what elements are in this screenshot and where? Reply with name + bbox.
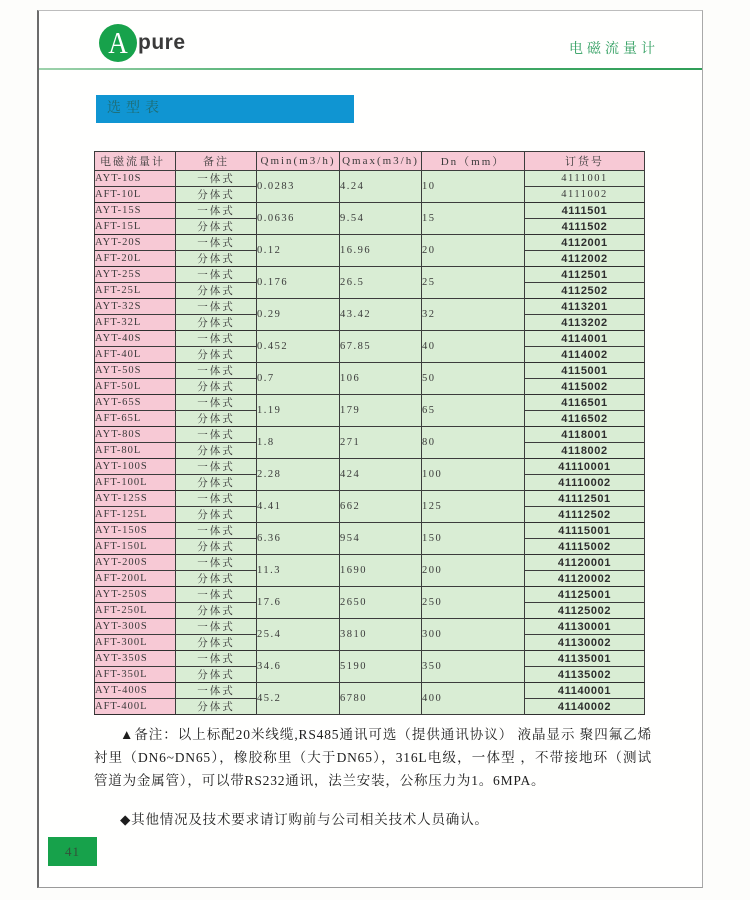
dn-cell: 125: [422, 491, 525, 523]
dn-cell: 20: [422, 235, 525, 267]
column-header: Qmax(m3/h): [340, 152, 422, 171]
note-cell: 一体式: [176, 683, 257, 699]
page-number-badge: 41: [48, 837, 97, 866]
dn-cell: 200: [422, 555, 525, 587]
qmax-cell: 16.96: [340, 235, 422, 267]
qmax-cell: 1690: [340, 555, 422, 587]
note-cell: 分体式: [176, 443, 257, 459]
model-cell: AYT-200S: [95, 555, 176, 571]
note-cell: 一体式: [176, 427, 257, 443]
order-number-cell: 4111001: [525, 171, 645, 187]
dn-cell: 40: [422, 331, 525, 363]
model-cell: AYT-40S: [95, 331, 176, 347]
table-row: [95, 235, 645, 251]
model-cell: AYT-400S: [95, 683, 176, 699]
note-cell: 分体式: [176, 475, 257, 491]
qmin-cell: 0.12: [257, 235, 340, 267]
apure-logo-icon: [99, 24, 137, 62]
table-row: [95, 331, 645, 347]
table-row: [95, 651, 645, 667]
qmin-cell: 4.41: [257, 491, 340, 523]
order-number-cell: 4111502: [525, 219, 645, 235]
note-cell: 一体式: [176, 523, 257, 539]
model-cell: AFT-150L: [95, 539, 176, 555]
note-cell: 一体式: [176, 395, 257, 411]
model-cell: AFT-20L: [95, 251, 176, 267]
dn-cell: 50: [422, 363, 525, 395]
table-row: [95, 395, 645, 411]
order-number-cell: 4118001: [525, 427, 645, 443]
table-row: [95, 203, 645, 219]
dn-cell: 400: [422, 683, 525, 715]
order-number-cell: 41120002: [525, 571, 645, 587]
note-cell: 一体式: [176, 651, 257, 667]
model-cell: AYT-10S: [95, 171, 176, 187]
table-row: [95, 587, 645, 603]
note-cell: 一体式: [176, 491, 257, 507]
section-title-banner: [96, 95, 354, 123]
qmax-cell: 3810: [340, 619, 422, 651]
order-number-cell: 41110001: [525, 459, 645, 475]
header-row: [95, 152, 645, 171]
note-cell: 一体式: [176, 267, 257, 283]
note-cell: 分体式: [176, 699, 257, 715]
table-row: [95, 171, 645, 187]
note-cell: 分体式: [176, 507, 257, 523]
order-number-cell: 4116501: [525, 395, 645, 411]
model-cell: AYT-80S: [95, 427, 176, 443]
order-number-cell: 4115002: [525, 379, 645, 395]
qmin-cell: 17.6: [257, 587, 340, 619]
qmin-cell: 1.19: [257, 395, 340, 427]
table-row: [95, 491, 645, 507]
note-cell: 分体式: [176, 571, 257, 587]
qmin-cell: 0.452: [257, 331, 340, 363]
model-cell: AYT-20S: [95, 235, 176, 251]
model-cell: AFT-250L: [95, 603, 176, 619]
order-number-cell: 41125001: [525, 587, 645, 603]
order-number-cell: 41130001: [525, 619, 645, 635]
order-number-cell: 41120001: [525, 555, 645, 571]
order-number-cell: 41130002: [525, 635, 645, 651]
note-cell: 分体式: [176, 539, 257, 555]
dn-cell: 25: [422, 267, 525, 299]
order-number-cell: 41112501: [525, 491, 645, 507]
model-cell: AFT-40L: [95, 347, 176, 363]
order-number-cell: 41115001: [525, 523, 645, 539]
column-header: 备注: [176, 152, 257, 171]
qmin-cell: 0.0636: [257, 203, 340, 235]
note-cell: 一体式: [176, 459, 257, 475]
dn-cell: 10: [422, 171, 525, 203]
note-cell: 分体式: [176, 187, 257, 203]
model-cell: AFT-65L: [95, 411, 176, 427]
qmax-cell: 5190: [340, 651, 422, 683]
table-row: [95, 299, 645, 315]
model-cell: AYT-50S: [95, 363, 176, 379]
qmax-cell: 43.42: [340, 299, 422, 331]
note-cell: 分体式: [176, 379, 257, 395]
order-number-cell: 4114001: [525, 331, 645, 347]
order-number-cell: 4111002: [525, 187, 645, 203]
dn-cell: 15: [422, 203, 525, 235]
qmax-cell: 26.5: [340, 267, 422, 299]
table-row: [95, 363, 645, 379]
qmin-cell: 45.2: [257, 683, 340, 715]
qmin-cell: 25.4: [257, 619, 340, 651]
qmin-cell: 0.7: [257, 363, 340, 395]
model-cell: AYT-15S: [95, 203, 176, 219]
model-cell: AFT-25L: [95, 283, 176, 299]
model-cell: AFT-80L: [95, 443, 176, 459]
logo-letter: A: [108, 25, 128, 60]
column-header: 订货号: [525, 152, 645, 171]
model-cell: AFT-125L: [95, 507, 176, 523]
dn-cell: 65: [422, 395, 525, 427]
order-number-cell: 41115002: [525, 539, 645, 555]
note-remark: ▲备注：以上标配20米线缆,RS485通讯可选（提供通讯协议） 液晶显示 聚四氟乙烯衬里（DN6~DN65），橡胶称里（大于DN65），316L电级，一体型 ，不带接地环（测试管道为金属管），可以带RS232通讯，法兰安装，公称压力为1。6MPA。: [94, 727, 652, 789]
note-cell: 分体式: [176, 315, 257, 331]
model-cell: AFT-350L: [95, 667, 176, 683]
table-row: [95, 523, 645, 539]
note-cell: 一体式: [176, 235, 257, 251]
order-number-cell: 4118002: [525, 443, 645, 459]
document-page: [37, 10, 703, 888]
qmin-cell: 2.28: [257, 459, 340, 491]
note-cell: 分体式: [176, 667, 257, 683]
order-number-cell: 4112501: [525, 267, 645, 283]
note-cell: 分体式: [176, 411, 257, 427]
order-number-cell: 41135002: [525, 667, 645, 683]
dn-cell: 300: [422, 619, 525, 651]
table-row: [95, 683, 645, 699]
model-cell: AYT-150S: [95, 523, 176, 539]
note-cell: 分体式: [176, 251, 257, 267]
table-row: [95, 619, 645, 635]
note-cell: 一体式: [176, 299, 257, 315]
order-number-cell: 4112502: [525, 283, 645, 299]
footnotes: [94, 723, 652, 831]
dn-cell: 250: [422, 587, 525, 619]
brand-logo: [99, 23, 186, 63]
column-header: 电磁流量计: [95, 152, 176, 171]
qmax-cell: 106: [340, 363, 422, 395]
note-cell: 一体式: [176, 555, 257, 571]
order-number-cell: 41125002: [525, 603, 645, 619]
model-cell: AFT-32L: [95, 315, 176, 331]
qmin-cell: 0.176: [257, 267, 340, 299]
order-number-cell: 41110002: [525, 475, 645, 491]
brand-name: pure: [138, 31, 186, 54]
model-cell: AFT-50L: [95, 379, 176, 395]
note-cell: 分体式: [176, 635, 257, 651]
note-cell: 一体式: [176, 171, 257, 187]
column-header: Qmin(m3/h): [257, 152, 340, 171]
order-number-cell: 4111501: [525, 203, 645, 219]
order-number-cell: 4113201: [525, 299, 645, 315]
order-number-cell: 4116502: [525, 411, 645, 427]
model-cell: AYT-25S: [95, 267, 176, 283]
header-product-title: 电磁流量计: [569, 42, 659, 57]
dn-cell: 150: [422, 523, 525, 555]
note-cell: 一体式: [176, 619, 257, 635]
order-number-cell: 4115001: [525, 363, 645, 379]
dn-cell: 100: [422, 459, 525, 491]
qmax-cell: 424: [340, 459, 422, 491]
order-number-cell: 4112002: [525, 251, 645, 267]
qmin-cell: 0.29: [257, 299, 340, 331]
qmax-cell: 6780: [340, 683, 422, 715]
table-row: [95, 555, 645, 571]
header-divider: [39, 68, 702, 70]
note-cell: 分体式: [176, 603, 257, 619]
qmin-cell: 11.3: [257, 555, 340, 587]
column-header: Dn（mm）: [422, 152, 525, 171]
order-number-cell: 4114002: [525, 347, 645, 363]
note-cell: 一体式: [176, 587, 257, 603]
qmax-cell: 2650: [340, 587, 422, 619]
table-row: [95, 459, 645, 475]
qmin-cell: 34.6: [257, 651, 340, 683]
qmin-cell: 1.8: [257, 427, 340, 459]
dn-cell: 32: [422, 299, 525, 331]
qmax-cell: 67.85: [340, 331, 422, 363]
model-cell: AFT-10L: [95, 187, 176, 203]
model-cell: AYT-100S: [95, 459, 176, 475]
order-number-cell: 41135001: [525, 651, 645, 667]
dn-cell: 350: [422, 651, 525, 683]
note-cell: 一体式: [176, 203, 257, 219]
section-title: 选型表: [107, 101, 164, 116]
note-cell: 分体式: [176, 347, 257, 363]
dn-cell: 80: [422, 427, 525, 459]
model-cell: AFT-15L: [95, 219, 176, 235]
order-number-cell: 41112502: [525, 507, 645, 523]
order-number-cell: 41140001: [525, 683, 645, 699]
qmax-cell: 9.54: [340, 203, 422, 235]
model-cell: AYT-300S: [95, 619, 176, 635]
selection-table: [94, 151, 645, 715]
model-cell: AYT-125S: [95, 491, 176, 507]
model-cell: AFT-300L: [95, 635, 176, 651]
order-number-cell: 4112001: [525, 235, 645, 251]
note-cell: 一体式: [176, 331, 257, 347]
model-cell: AYT-250S: [95, 587, 176, 603]
note-confirm: ◆其他情况及技术要求请订购前与公司相关技术人员确认。: [120, 811, 489, 827]
qmax-cell: 4.24: [340, 171, 422, 203]
model-cell: AFT-400L: [95, 699, 176, 715]
note-cell: 分体式: [176, 219, 257, 235]
model-cell: AFT-200L: [95, 571, 176, 587]
note-cell: 分体式: [176, 283, 257, 299]
qmax-cell: 954: [340, 523, 422, 555]
table-row: [95, 267, 645, 283]
qmax-cell: 271: [340, 427, 422, 459]
qmax-cell: 662: [340, 491, 422, 523]
qmin-cell: 6.36: [257, 523, 340, 555]
table-row: [95, 427, 645, 443]
qmin-cell: 0.0283: [257, 171, 340, 203]
model-cell: AFT-100L: [95, 475, 176, 491]
model-cell: AYT-32S: [95, 299, 176, 315]
qmax-cell: 179: [340, 395, 422, 427]
model-cell: AYT-65S: [95, 395, 176, 411]
model-cell: AYT-350S: [95, 651, 176, 667]
order-number-cell: 41140002: [525, 699, 645, 715]
order-number-cell: 4113202: [525, 315, 645, 331]
note-cell: 一体式: [176, 363, 257, 379]
